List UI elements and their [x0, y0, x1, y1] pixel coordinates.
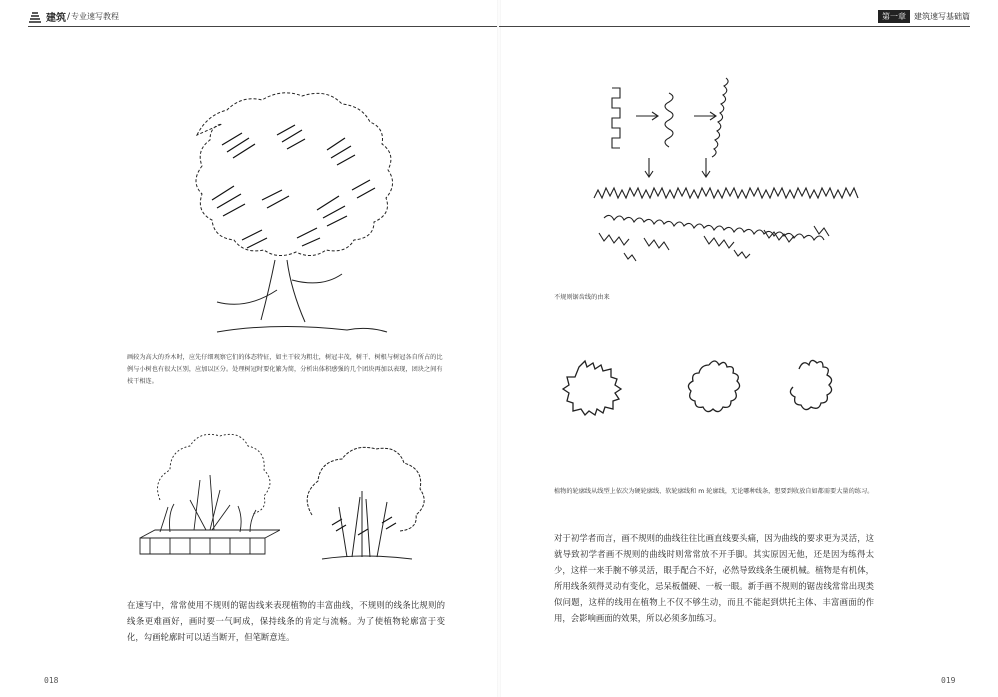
right-body-text: 对于初学者而言，画不规则的曲线往往比画直线要头痛，因为曲线的要求更为灵活，这就导致初学者画不规则的曲线时则常常放不开手脚。其实原因无他，还是因为练得太少，这样一来手腕不够灵活，眼手配合不好，必然导致线条生硬机械。植物是有机体，所用线条须得灵动有变化，忌呆板僵硬、一板一眼。新手画不规则的锯齿线常常出现类似问题，这样的线用在植物上不仅不够生动，而且不能起到烘托主体、丰富画面的作用，会影响画面的效果，所以必须多加练习。 [554, 533, 874, 623]
building-logo-icon [28, 10, 42, 24]
chapter-title: 建筑速写基础篇 [914, 12, 970, 21]
page-number-left: 018 [44, 676, 59, 685]
planter-shrub-sketch [130, 420, 280, 570]
shrub-sketch [292, 425, 440, 573]
page-number-right: 019 [941, 676, 956, 685]
right-page [499, 0, 998, 697]
outline-types-caption: 植物的轮廓线从线型上依次为硬轮廓线、软轮廓线和 m 轮廓线，无论哪种线条，想要到收放自如都需要大量的练习。 [554, 488, 874, 495]
tree-caption: 画较为高大的乔木时，应先仔细观察它们的体态特征，如主干较为粗壮，树冠丰茂，树干、树根与树冠各自所占的比例与小树也有很大区别，应加以区分。处理树冠时要化繁为简，分析出体积感强的几个团块再加以表现，团块之间有枝干相连。 [127, 354, 443, 385]
chapter-tag: 第一章 [878, 10, 910, 23]
jagged-origin-caption: 不规则锯齿线的由来 [554, 294, 610, 301]
jagged-line-origin-figure [554, 58, 864, 293]
book-header [28, 9, 119, 24]
large-tree-sketch [127, 50, 440, 342]
header-slash: / [67, 11, 71, 22]
book-brand: 建筑 [46, 13, 66, 24]
outline-types-figure [559, 345, 859, 425]
chapter-header [878, 10, 970, 23]
book-title: 专业速写教程 [71, 12, 120, 21]
header-rule [28, 26, 499, 27]
left-body-text: 在速写中，常常使用不规则的锯齿线来表现植物的丰富曲线，不规则的线条比规则的线条更难画好，画时要一气呵成，保持线条的肯定与流畅。为了使植物轮廓富于变化，勾画轮廓时可以适当断开，但笔断意连。 [127, 600, 445, 642]
header-rule [499, 26, 970, 27]
